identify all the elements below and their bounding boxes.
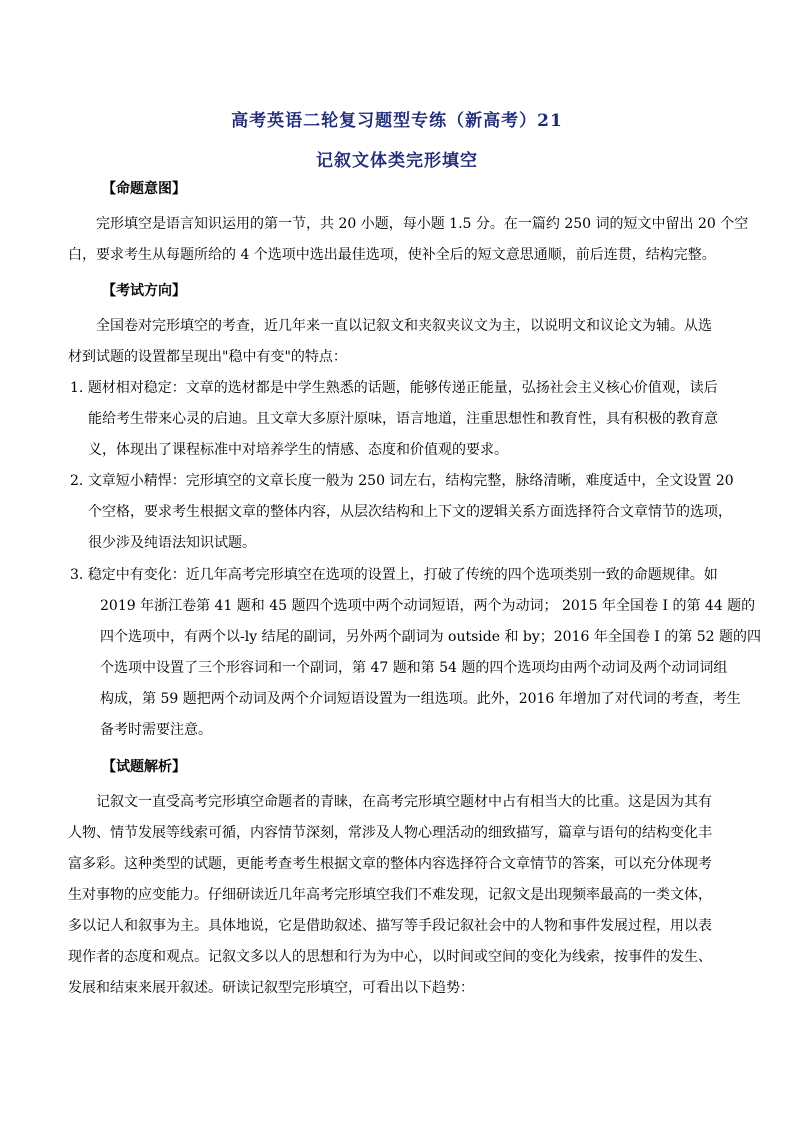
document-subtitle: 记叙文体类完形填空	[316, 151, 478, 171]
paragraph-line: 个空格，要求考生根据文章的整体内容，从层次结构和上下文的逻辑关系方面选择符合文章情节的选项，	[88, 504, 732, 520]
paragraph-line: 备考时需要注意。	[100, 722, 212, 738]
paragraph-line: 能给考生带来心灵的启迪。且文章大多原汁原味，语言地道，注重思想性和教育性，具有积极的教育意	[88, 411, 718, 427]
paragraph-line: 富多彩。这种类型的试题，更能考查考生根据文章的整体内容选择符合文章情节的答案，可以充分体现考	[68, 856, 712, 872]
section-heading-direction: 【考试方向】	[102, 283, 186, 299]
paragraph-line: 生对事物的应变能力。仔细研读近几年高考完形填空我们不难发现，记叙文是出现频率最高的一类文体，	[68, 887, 712, 903]
list-item-number: 2.	[70, 473, 84, 489]
paragraph-line: 全国卷对完形填空的考查，近几年来一直以记叙文和夹叙夹议文为主，以说明文和议论文为辅。从选	[96, 318, 712, 334]
list-item-number: 1.	[70, 380, 84, 396]
paragraph-line: 个选项中设置了三个形容词和一个副词，第 47 题和第 54 题的四个选项均由两个动词及两个动词词组	[100, 660, 728, 676]
list-item-number: 3.	[70, 567, 84, 583]
paragraph-line: 白，要求考生从每题所给的 4 个选项中选出最佳选项，使补全后的短文意思通顺，前后连贯，结构完整。	[68, 247, 716, 263]
section-heading-intent: 【命题意图】	[102, 181, 186, 197]
section-heading-analysis: 【试题解析】	[102, 759, 186, 775]
direction-paragraph	[68, 311, 724, 373]
list-item-1	[70, 373, 720, 466]
paragraph-line: 构成，第 59 题把两个动词及两个介词短语设置为一组选项。此外，2016 年增加了对代词的考查，考生	[100, 691, 741, 707]
list-item-2	[70, 466, 734, 559]
paragraph-line: 很少涉及纯语法知识试题。	[88, 535, 256, 551]
analysis-paragraph	[68, 787, 724, 1004]
paragraph-line: 材到试题的设置都呈现出"稳中有变"的特点：	[68, 349, 347, 365]
intent-paragraph	[68, 209, 749, 271]
document-title: 高考英语二轮复习题型专练（新高考）21	[231, 111, 563, 131]
paragraph-line: 文章短小精悍：完形填空的文章长度一般为 250 词左右，结构完整，脉络清晰，难度适中，全文设置 20	[87, 473, 734, 489]
paragraph-line: 完形填空是语言知识运用的第一节，共 20 小题，每小题 1.5 分。在一篇约 250 词的短文中留出 20 个空	[96, 216, 749, 232]
paragraph-line: 人物、情节发展等线索可循，内容情节深刻，常涉及人物心理活动的细致描写，篇章与语句的结构变化丰	[68, 825, 712, 841]
paragraph-line: 多以记人和叙事为主。具体地说，它是借助叙述、描写等手段记叙社会中的人物和事件发展过程，用以表	[68, 918, 712, 934]
paragraph-line: 2019 年浙江卷第 41 题和 45 题四个选项中两个动词短语，两个为动词； 2015 年全国卷 I 的第 44 题的	[100, 598, 756, 614]
paragraph-line: 稳定中有变化：近几年高考完形填空在选项的设置上，打破了传统的四个选项类别一致的命题规律。如	[87, 567, 718, 583]
paragraph-line: 记叙文一直受高考完形填空命题者的青睐，在高考完形填空题材中占有相当大的比重。这是因为其有	[96, 794, 712, 810]
list-item-3	[70, 560, 761, 746]
paragraph-line: 四个选项中，有两个以-ly 结尾的副词，另外两个副词为 outside 和 by；2016 年全国卷 I 的第 52 题的四	[100, 629, 761, 645]
paragraph-line: 发展和结束来展开叙述。研读记叙型完形填空，可看出以下趋势：	[68, 980, 474, 996]
paragraph-line: 义，体现出了课程标准中对培养学生的情感、态度和价值观的要求。	[88, 442, 508, 458]
paragraph-line: 现作者的态度和观点。记叙文多以人的思想和行为为中心，以时间或空间的变化为线索，按事件的发生、	[68, 949, 712, 965]
paragraph-line: 题材相对稳定：文章的选材都是中学生熟悉的话题，能够传递正能量，弘扬社会主义核心价值观，读后	[87, 380, 718, 396]
